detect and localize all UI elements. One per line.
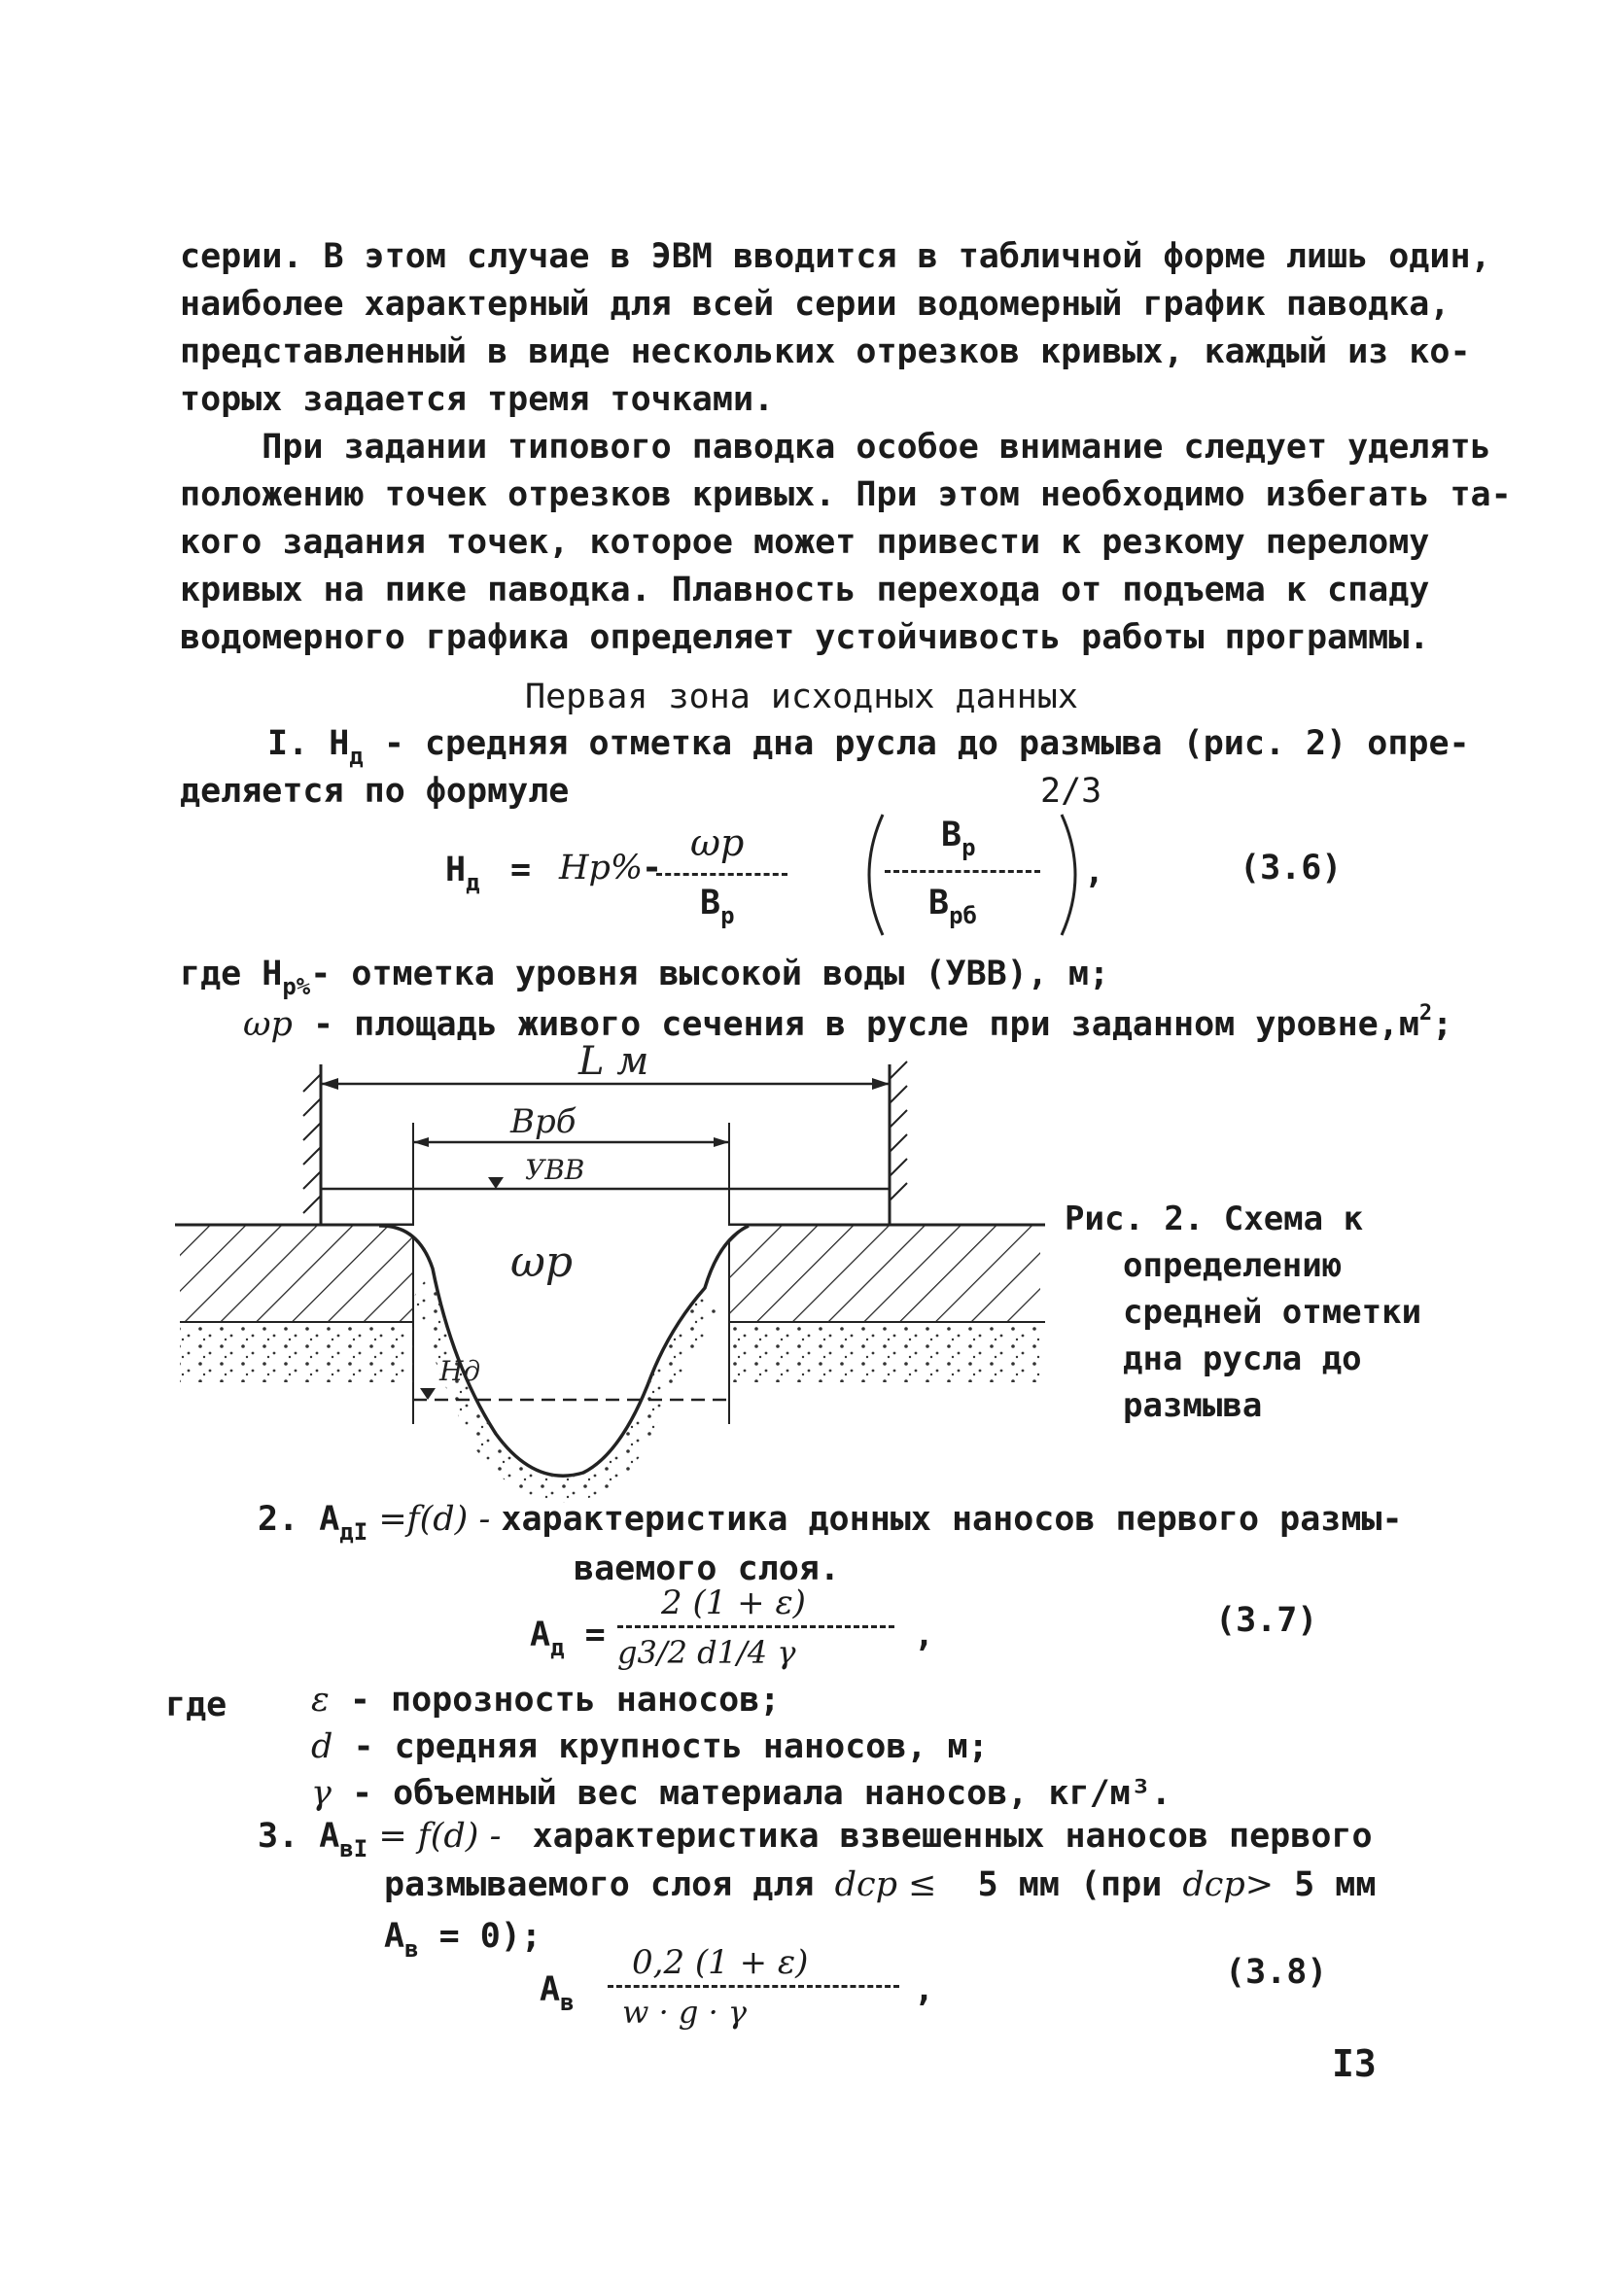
item3-text: = 0); — [418, 1917, 542, 1956]
b-sub: р — [720, 902, 735, 929]
item1-sub: д — [349, 743, 364, 770]
symbol: d — [311, 1727, 333, 1766]
item3-line3 — [384, 1917, 542, 1963]
where-prefix: где Н — [180, 955, 283, 993]
text-line: положению точек отрезков кривых. При этом необходимо избегать та- — [180, 475, 1512, 514]
where2-row — [311, 1727, 989, 1766]
equals-sign: = — [510, 851, 532, 889]
label-hd: Нд — [439, 1355, 481, 1387]
lhs-sub: в — [560, 1989, 575, 2016]
where2-row — [311, 1774, 1171, 1813]
minus-sign: - — [642, 849, 663, 887]
item2-prefix: 2. А — [258, 1500, 340, 1539]
item3-rest: характеристика взвешенных наносов первого — [511, 1817, 1373, 1856]
text-line: При задании типового паводка особое внимание следует уделять — [180, 428, 1491, 467]
symbol: γ — [311, 1774, 332, 1813]
item3-text: размываемого слоя для — [384, 1865, 835, 1904]
item2-line1 — [258, 1500, 1403, 1546]
text-line: серии. В этом случае в ЭВМ вводится в табличной форме лишь один, — [180, 237, 1491, 276]
where-sub: р% — [282, 973, 311, 1000]
caption-line: средней отметки — [1123, 1293, 1422, 1332]
lhs-symbol: Н — [445, 851, 467, 889]
symbol: ε — [311, 1681, 330, 1720]
fraction-bar — [885, 870, 1040, 873]
equation-number: (3.8) — [1225, 1953, 1328, 1992]
lhs-sub: д — [550, 1634, 565, 1661]
left-bank — [175, 1225, 413, 1382]
second-paragraph — [180, 424, 1512, 662]
item3-text: 5 мм — [1274, 1865, 1377, 1904]
item3-sub: вI — [339, 1835, 368, 1862]
formula-lhs — [445, 853, 480, 894]
right-wall — [890, 1061, 907, 1225]
denominator: g3/2 d1/4 γ — [617, 1634, 796, 1671]
denominator: w · g · γ — [622, 1994, 748, 2031]
b-denominator — [700, 884, 735, 929]
item1-prefix: I. Н — [267, 724, 350, 763]
h-term: Hр% — [559, 849, 644, 887]
brb-symbol: В — [928, 884, 950, 922]
label-uvv: УВВ — [525, 1154, 585, 1186]
right-bank — [729, 1225, 1045, 1382]
a-symbol: А — [384, 1917, 405, 1956]
where-rest: - площадь живого сечения в русле при заданном уровне,м — [292, 1005, 1419, 1044]
lhs-symbol: А — [530, 1616, 551, 1654]
equation-number: (3.7) — [1215, 1601, 1318, 1640]
figure-channel-diagram — [175, 1045, 1050, 1512]
item1-line1 — [267, 724, 1470, 770]
label-omega: ωр — [510, 1237, 574, 1287]
comma: , — [1084, 852, 1105, 891]
section-title: Первая зона исходных данных — [525, 678, 1078, 716]
mean-bed-marker — [420, 1388, 436, 1400]
water-level-marker — [488, 1177, 504, 1189]
item1-rest: - средняя отметка дна русла до размыва (рис. 2) опре- — [363, 724, 1470, 763]
item1-line2: деляется по формуле — [180, 772, 570, 811]
superscript: 2 — [1418, 1001, 1433, 1026]
comma: , — [914, 1616, 935, 1654]
fraction-bar — [608, 1985, 899, 1988]
item2-rest: характеристика донных наносов первого размы- — [501, 1500, 1403, 1539]
definition: - объемный вес материала наносов, кг/м³. — [331, 1774, 1171, 1813]
where1-line2 — [243, 1003, 1452, 1042]
br-numerator — [941, 818, 976, 859]
lhs-sub: д — [466, 869, 480, 896]
where2-row — [311, 1681, 781, 1720]
brb-sub: рб — [949, 902, 977, 929]
br-sub: р — [961, 834, 976, 861]
where1-line1 — [180, 957, 1109, 998]
semicolon: ; — [1432, 1005, 1453, 1044]
caption-line: размыва — [1123, 1386, 1263, 1425]
item3-prefix: 3. А — [258, 1817, 340, 1856]
d-condition: dср ≤ — [834, 1865, 937, 1904]
fraction-bar — [617, 1625, 894, 1628]
item3-line2 — [384, 1865, 1377, 1904]
item2-line2: ваемого слоя. — [574, 1549, 840, 1588]
text-line: кого задания точек, которое может привести к резкому перелому — [180, 523, 1430, 562]
lhs-symbol: А — [540, 1970, 561, 2009]
text-line: наиболее характерный для всей серии водомерный график паводка, — [180, 285, 1451, 324]
definition: - порозность наносов; — [329, 1681, 781, 1720]
equation-number: (3.6) — [1240, 849, 1343, 887]
b-symbol: В — [700, 884, 721, 922]
br-symbol: В — [941, 816, 962, 854]
comma: , — [914, 1970, 935, 2009]
item2-func: =f(d) - — [367, 1500, 502, 1539]
definition: - средняя крупность наносов, м; — [332, 1727, 989, 1766]
caption-line: дна русла до — [1123, 1339, 1362, 1378]
text-line: кривых на пике паводка. Плавность перехода от подъема к спаду — [180, 571, 1430, 609]
item3-line1 — [258, 1817, 1373, 1862]
text-line: представленный в виде нескольких отрезков кривых, каждый из ко- — [180, 332, 1471, 371]
numerator: 0,2 (1 + ε) — [632, 1943, 809, 1982]
fraction-bar — [656, 873, 787, 876]
formula-lhs: $А_д$ = — [530, 1616, 606, 1661]
where-rest: - отметка уровня высокой воды (УВВ), м; — [310, 955, 1110, 993]
item2-sub: дI — [339, 1518, 368, 1546]
omega-symbol: ωр — [243, 1005, 293, 1044]
numerator: 2 (1 + ε) — [661, 1583, 806, 1622]
caption-line: определению — [1123, 1246, 1343, 1285]
brb-denominator — [928, 884, 977, 929]
item3-func: = f(d) - — [367, 1817, 512, 1856]
page-number: I3 — [1332, 2042, 1377, 2085]
text-line: торых задается тремя точками. — [180, 380, 775, 419]
d-condition: dср> — [1182, 1865, 1275, 1904]
item3-text: 5 мм (при — [936, 1865, 1183, 1904]
omega-numerator: ωр — [690, 821, 745, 864]
left-wall — [303, 1064, 321, 1225]
label-L: L м — [578, 1045, 649, 1084]
exponent: 2/3 — [1040, 772, 1102, 811]
label-Brb: Врб — [510, 1102, 577, 1141]
a-sub: в — [404, 1935, 419, 1963]
text-line: водомерного графика определяет устойчивость работы программы. — [180, 618, 1430, 657]
where2-label: где — [165, 1686, 227, 1724]
intro-paragraph — [180, 233, 1491, 424]
caption-line: Рис. 2. Схема к — [1065, 1200, 1364, 1238]
formula-lhs — [540, 1970, 575, 2016]
figure-caption — [1065, 1196, 1473, 1429]
